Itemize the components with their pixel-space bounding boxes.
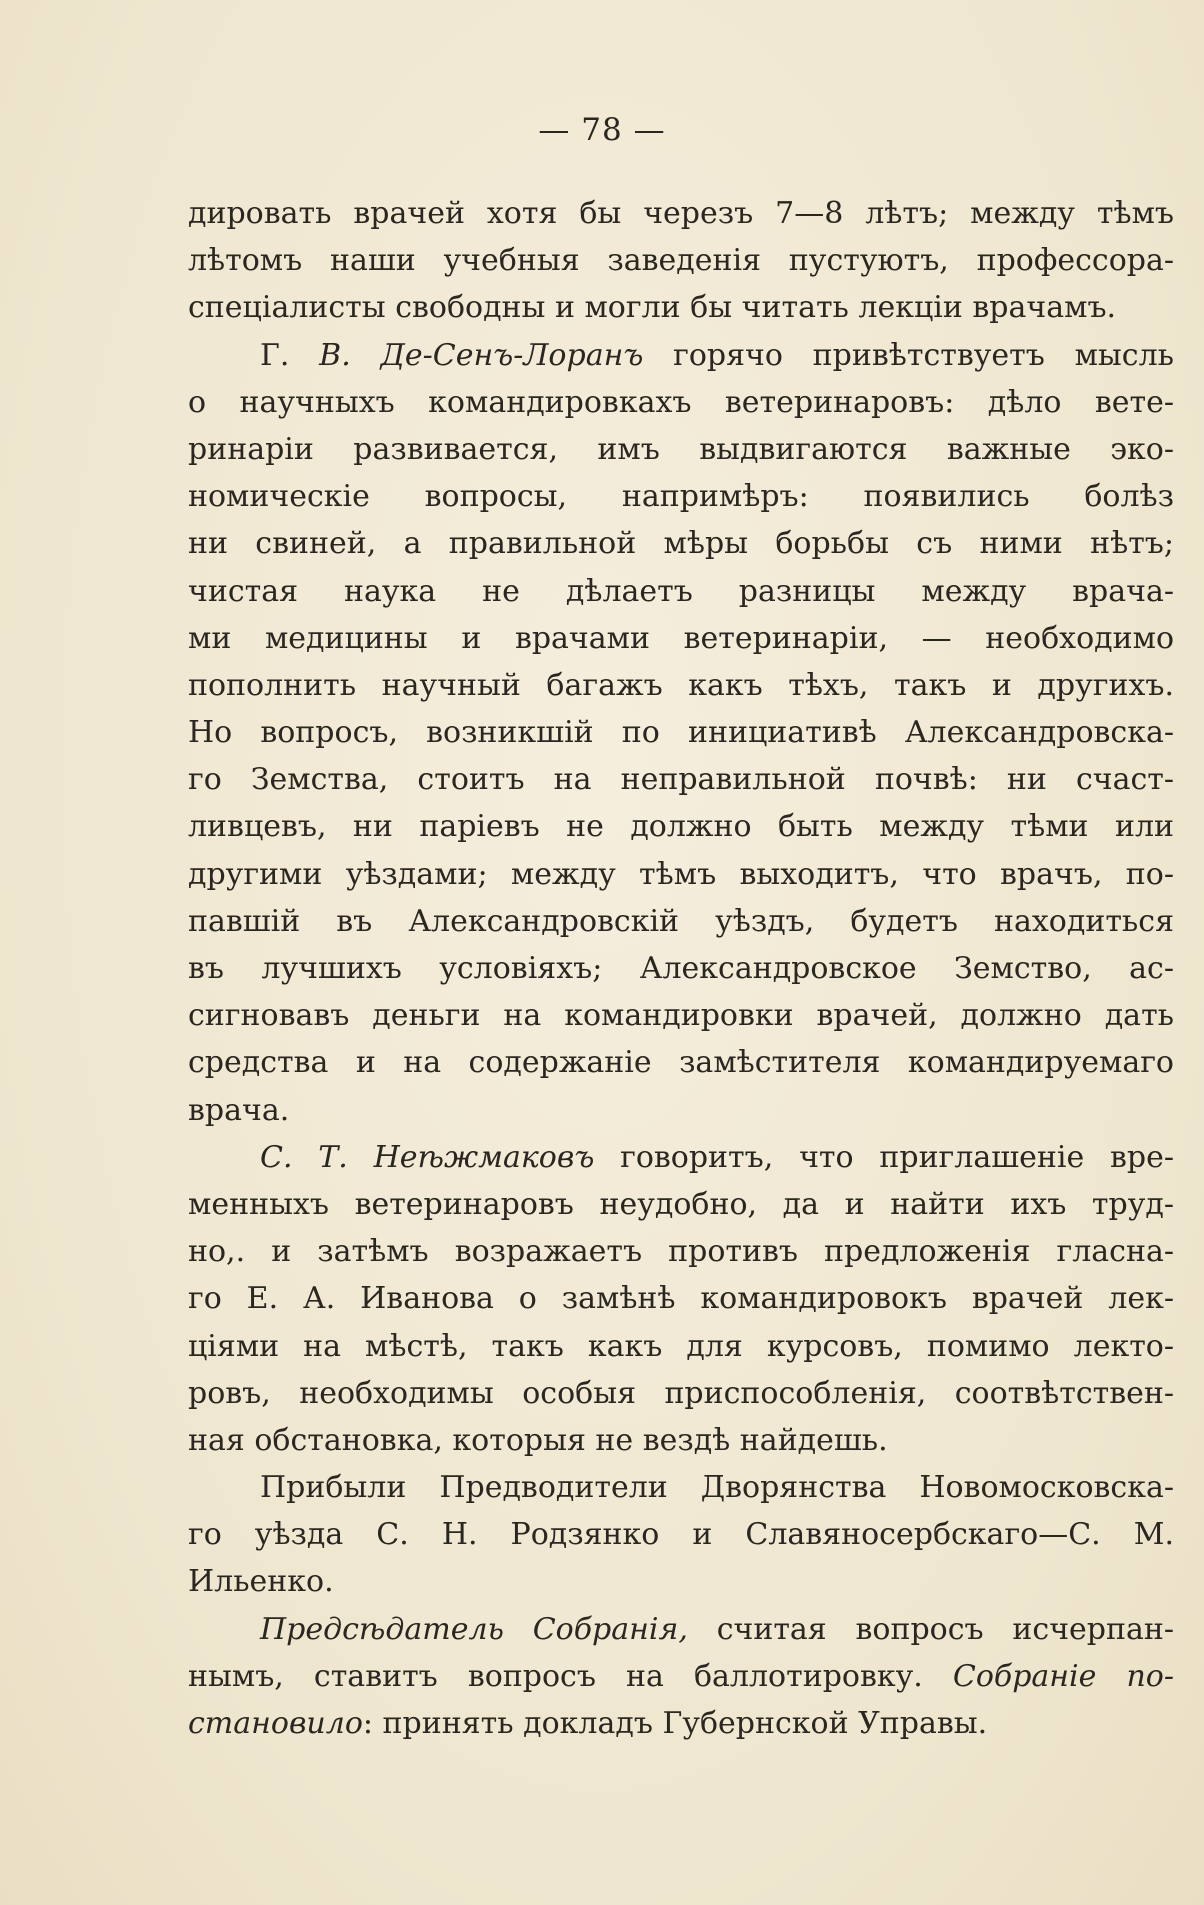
text-segment: Ильенко.: [188, 1564, 334, 1600]
text-line: [188, 473, 1174, 520]
text-line: [188, 803, 1174, 850]
text-line: [188, 1653, 1174, 1700]
text-line: [188, 945, 1174, 992]
text-line: [188, 1275, 1174, 1322]
text-segment: ливцевъ, ни паріевъ не должно быть между тѣми или: [188, 809, 1174, 845]
italic-name: становило: [188, 1706, 363, 1741]
text-line: [188, 284, 1174, 331]
text-line: [188, 1228, 1174, 1275]
text-segment: го Е. А. Иванова о замѣнѣ командировокъ врачей лек-: [188, 1281, 1174, 1317]
text-line: [188, 520, 1174, 567]
text-segment: горячо привѣтствуетъ мысль: [643, 337, 1174, 373]
text-segment: ровъ, необходимы особыя приспособленія, соотвѣтствен-: [188, 1375, 1174, 1411]
text-line: [188, 1370, 1174, 1417]
italic-name: Собраніе по-: [952, 1658, 1174, 1694]
text-line: [188, 568, 1174, 615]
text-segment: лѣтомъ наши учебныя заведенія пустуютъ, профессора-: [188, 243, 1174, 279]
page-number: — 78 —: [538, 112, 666, 148]
text-line: [188, 1606, 1174, 1653]
text-segment: менныхъ ветеринаровъ неудобно, да и найти ихъ труд-: [188, 1186, 1174, 1222]
text-line: [188, 332, 1174, 379]
text-line: [188, 1323, 1174, 1370]
text-line: [188, 992, 1174, 1039]
text-segment: чистая наука не дѣлаетъ разницы между врача-: [188, 573, 1174, 609]
text-line: [188, 1464, 1174, 1511]
text-segment: спеціалисты свободны и могли бы читать лекціи врачамъ.: [188, 290, 1117, 326]
text-line: [188, 237, 1174, 284]
text-segment: ціями на мѣстѣ, такъ какъ для курсовъ, помимо лекто-: [188, 1328, 1174, 1364]
text-segment: Прибыли Предводители Дворянства Новомосковска-: [260, 1470, 1174, 1506]
text-segment: го Земства, стоитъ на неправильной почвѣ: ни счаст-: [188, 762, 1174, 798]
text-segment: другими уѣздами; между тѣмъ выходитъ, что врачъ, по-: [188, 856, 1174, 892]
text-line: [188, 1558, 1174, 1605]
text-line: [188, 1511, 1174, 1558]
text-line: [188, 1039, 1174, 1086]
text-segment: пополнить научный багажъ какъ тѣхъ, такъ и другихъ.: [188, 667, 1174, 703]
text-segment: средства и на содержаніе замѣстителя командируемаго: [188, 1045, 1174, 1081]
text-line: [188, 1087, 1174, 1134]
text-line: [188, 190, 1174, 237]
text-segment: считая вопросъ исчерпан-: [687, 1611, 1174, 1647]
text-line: [188, 662, 1174, 709]
text-segment: павшій въ Александровскій уѣздъ, будетъ находиться: [188, 903, 1174, 939]
text-segment: но,. и затѣмъ возражаетъ противъ предложенія гласна-: [188, 1234, 1174, 1270]
text-segment: о научныхъ командировкахъ ветеринаровъ: дѣло вете-: [188, 384, 1174, 420]
text-line: [188, 615, 1174, 662]
text-segment: ная обстановка, которыя не вездѣ найдешь.: [188, 1422, 888, 1458]
text-line: [188, 756, 1174, 803]
text-segment: сигновавъ деньги на командировки врачей, должно дать: [188, 998, 1174, 1034]
text-line: [188, 1700, 1174, 1747]
text-segment: ми медицины и врачами ветеринаріи, — необходимо: [188, 620, 1174, 656]
text-segment: ни свиней, а правильной мѣры борьбы съ ними нѣтъ;: [188, 526, 1174, 562]
text-segment: въ лучшихъ условіяхъ; Александровское Земство, ас-: [188, 951, 1174, 986]
text-segment: го уѣзда С. Н. Родзянко и Славяносербскаго—С. М.: [188, 1517, 1174, 1553]
text-segment: говоритъ, что приглашеніе вре-: [594, 1139, 1174, 1175]
text-segment: Но вопросъ, возникшій по инициативѣ Александровска-: [188, 715, 1174, 751]
text-line: [188, 426, 1174, 473]
text-line: [188, 1134, 1174, 1181]
text-line: [188, 1417, 1174, 1464]
text-line: [188, 709, 1174, 756]
text-segment: : принять докладъ Губернской Управы.: [362, 1706, 988, 1741]
text-line: [188, 1181, 1174, 1228]
text-segment: дировать врачей хотя бы черезъ 7—8 лѣтъ; между тѣмъ: [188, 196, 1174, 231]
text-line: [188, 851, 1174, 898]
body-text: [188, 190, 1174, 1747]
text-segment: врача.: [188, 1092, 290, 1128]
italic-name: Предсѣдатель Собранія,: [260, 1611, 688, 1647]
text-segment: номическіе вопросы, напримѣръ: появились болѣз: [188, 479, 1174, 515]
text-line: [188, 898, 1174, 945]
italic-name: В. Де-Сенъ-Лоранъ: [319, 337, 644, 373]
text-segment: ринаріи развивается, имъ выдвигаются важные эко-: [188, 431, 1174, 467]
italic-name: С. Т. Неѣжмаковъ: [260, 1139, 595, 1175]
text-segment: Г.: [260, 337, 320, 373]
text-line: [188, 379, 1174, 426]
text-segment: нымъ, ставитъ вопросъ на баллотировку.: [188, 1658, 953, 1694]
